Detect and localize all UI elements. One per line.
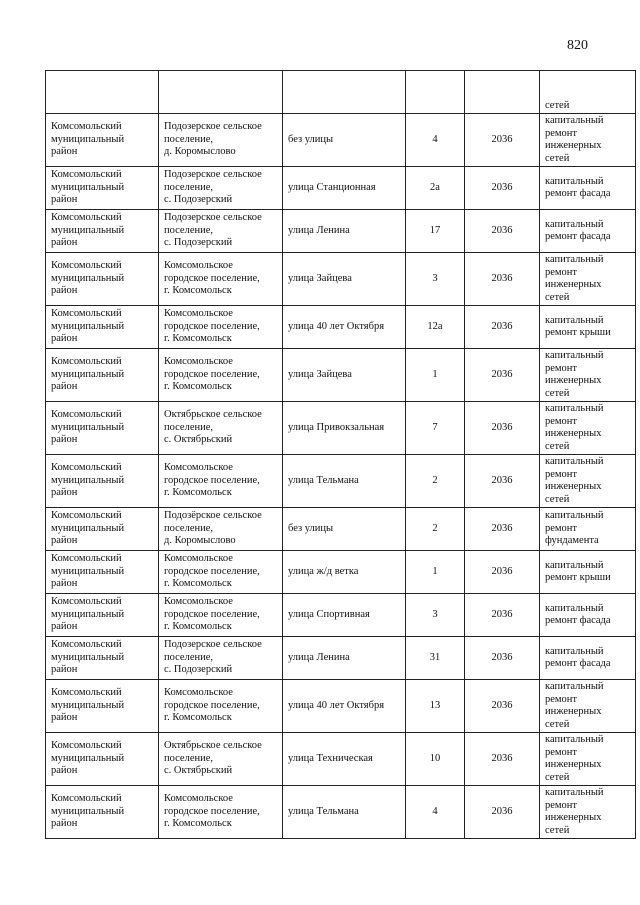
street-cell <box>283 253 406 306</box>
settlement-cell <box>159 210 283 253</box>
work-type-cell <box>540 786 636 839</box>
settlement-line: г. Комсомольск <box>164 621 232 633</box>
street-name: улица Зайцева <box>288 368 352 380</box>
table-row <box>46 402 636 455</box>
year-cell <box>465 594 540 637</box>
district-line: муниципальный <box>51 133 125 145</box>
settlement-line: городское поселение, <box>164 320 260 332</box>
table-row <box>46 733 636 786</box>
planned-year: 2036 <box>491 421 513 433</box>
table-row-continued <box>46 71 636 114</box>
street-name: улица 40 лет Октября <box>288 320 385 332</box>
street-cell <box>283 733 406 786</box>
table-row <box>46 508 636 551</box>
work-type-line: ремонт <box>545 468 578 480</box>
district-line: район <box>51 285 78 297</box>
house-number-cell <box>406 637 465 680</box>
district-line: Комсомольский <box>51 793 122 805</box>
district-line: Комсомольский <box>51 356 122 368</box>
district-line: район <box>51 578 78 590</box>
house-number: 13 <box>429 699 441 711</box>
district-line: муниципальный <box>51 474 125 486</box>
settlement-cell <box>159 637 283 680</box>
work-type-line: сетей <box>545 291 570 303</box>
table-row <box>46 594 636 637</box>
work-type-line: инженерных <box>545 428 602 439</box>
settlement-cell <box>159 594 283 637</box>
street-name: улица Ленина <box>288 651 350 663</box>
work-type-line: капитальный <box>545 787 604 798</box>
settlement-line: Комсомольское <box>164 596 233 608</box>
district-line: район <box>51 487 78 499</box>
house-number-cell <box>406 733 465 786</box>
settlement-line: Комсомольское <box>164 308 233 320</box>
year-cell <box>465 114 540 167</box>
settlement-line: Подозерское сельское <box>164 169 262 181</box>
work-type-cell <box>540 637 636 680</box>
settlement-line: г. Комсомольск <box>164 285 232 297</box>
work-type-line: инженерных <box>545 279 602 290</box>
work-type-line: ремонт крыши <box>545 327 611 338</box>
work-type-line: ремонт фасада <box>545 615 611 626</box>
settlement-line: г. Комсомольск <box>164 381 232 393</box>
work-type-line: сетей <box>545 99 570 111</box>
work-type-line: инженерных <box>545 706 602 717</box>
house-number: 12а <box>427 320 443 332</box>
district-line: Комсомольский <box>51 740 122 752</box>
district-line: район <box>51 194 78 206</box>
street-cell <box>283 210 406 253</box>
district-line: Комсомольский <box>51 639 122 651</box>
settlement-cell <box>159 508 283 551</box>
settlement-line: с. Подозерский <box>164 194 233 206</box>
house-number-cell <box>406 551 465 594</box>
work-type-line: ремонт фасада <box>545 231 611 242</box>
table-row <box>46 349 636 402</box>
district-line: район <box>51 237 78 249</box>
settlement-line: Подозерское сельское <box>164 212 262 224</box>
work-type-line: сетей <box>545 718 570 730</box>
street-cell <box>283 167 406 210</box>
district-line: муниципальный <box>51 181 125 193</box>
settlement-cell <box>159 349 283 402</box>
district-line: муниципальный <box>51 651 125 663</box>
work-type-line: ремонт <box>545 127 578 139</box>
settlement-line: Подозёрское сельское <box>164 510 262 522</box>
district-line: Комсомольский <box>51 212 122 224</box>
work-type-line: капитальный <box>545 175 604 187</box>
house-number-cell <box>406 114 465 167</box>
work-type-line: инженерных <box>545 481 602 492</box>
work-type-cell <box>540 455 636 508</box>
district-cell <box>46 594 159 637</box>
street-name: улица Привокзальная <box>288 421 385 433</box>
district-cell <box>46 210 159 253</box>
street-name: без улицы <box>288 522 334 534</box>
year-cell <box>465 210 540 253</box>
district-cell <box>46 253 159 306</box>
work-type-line: ремонт <box>545 522 578 534</box>
settlement-cell <box>159 551 283 594</box>
planned-year: 2036 <box>491 474 513 486</box>
street-name: улица Станционная <box>288 181 376 193</box>
district-line: район <box>51 664 78 676</box>
work-type-line: сетей <box>545 824 570 836</box>
page-number: 820 <box>567 38 588 53</box>
table-row <box>46 551 636 594</box>
street-cell <box>283 455 406 508</box>
work-type-line: инженерных <box>545 140 602 151</box>
work-type-line: ремонт <box>545 415 578 427</box>
table-row <box>46 210 636 253</box>
settlement-line: г. Комсомольск <box>164 818 232 830</box>
district-line: Комсомольский <box>51 409 122 421</box>
district-cell <box>46 402 159 455</box>
settlement-line: Комсомольское <box>164 462 233 474</box>
work-type-line: сетей <box>545 152 570 164</box>
settlement-line: Подозерское сельское <box>164 639 262 651</box>
table-row <box>46 786 636 839</box>
house-number: 1 <box>432 565 438 577</box>
table-row <box>46 680 636 733</box>
work-type-line: ремонт фасада <box>545 188 611 199</box>
year-cell <box>465 167 540 210</box>
planned-year: 2036 <box>491 133 513 145</box>
street-cell <box>283 71 406 114</box>
planned-year: 2036 <box>491 368 513 380</box>
house-number: 3 <box>432 272 438 284</box>
district-line: район <box>51 535 78 547</box>
district-line: район <box>51 333 78 345</box>
house-number-cell <box>406 71 465 114</box>
street-name: без улицы <box>288 133 334 145</box>
street-cell <box>283 508 406 551</box>
settlement-line: поселение, <box>164 522 214 534</box>
district-cell <box>46 167 159 210</box>
year-cell <box>465 551 540 594</box>
settlement-line: г. Комсомольск <box>164 333 232 345</box>
district-cell <box>46 680 159 733</box>
house-number-cell <box>406 680 465 733</box>
work-type-line: инженерных <box>545 812 602 823</box>
planned-year: 2036 <box>491 272 513 284</box>
district-cell <box>46 114 159 167</box>
settlement-line: поселение, <box>164 224 214 236</box>
street-cell <box>283 637 406 680</box>
work-type-line: капитальный <box>545 314 604 326</box>
work-type-cell <box>540 402 636 455</box>
settlement-cell <box>159 114 283 167</box>
district-cell <box>46 349 159 402</box>
street-name: улица Тельмана <box>288 474 359 486</box>
year-cell <box>465 349 540 402</box>
district-line: муниципальный <box>51 522 125 534</box>
work-type-line: капитальный <box>545 681 604 692</box>
settlement-line: городское поселение, <box>164 368 260 380</box>
settlement-cell <box>159 402 283 455</box>
settlement-cell <box>159 167 283 210</box>
settlement-line: Комсомольское <box>164 553 233 565</box>
district-cell <box>46 455 159 508</box>
settlement-line: Комсомольское <box>164 260 233 272</box>
house-number-cell <box>406 455 465 508</box>
settlement-line: городское поселение, <box>164 474 260 486</box>
settlement-line: г. Комсомольск <box>164 578 232 590</box>
street-cell <box>283 306 406 349</box>
planned-year: 2036 <box>491 608 513 620</box>
district-line: Комсомольский <box>51 596 122 608</box>
planned-year: 2036 <box>491 320 513 332</box>
settlement-line: поселение, <box>164 133 214 145</box>
planned-year: 2036 <box>491 651 513 663</box>
settlement-cell <box>159 455 283 508</box>
house-number-cell <box>406 594 465 637</box>
settlement-line: г. Комсомольск <box>164 712 232 724</box>
year-cell <box>465 455 540 508</box>
street-name: улица Техническая <box>288 752 373 764</box>
district-cell <box>46 637 159 680</box>
work-type-cell <box>540 680 636 733</box>
work-type-line: инженерных <box>545 759 602 770</box>
district-line: Комсомольский <box>51 308 122 320</box>
work-type-line: ремонт крыши <box>545 572 611 583</box>
house-number: 31 <box>429 651 441 663</box>
settlement-line: городское поселение, <box>164 608 260 620</box>
planned-year: 2036 <box>491 224 513 236</box>
house-number-cell <box>406 402 465 455</box>
work-type-line: капитальный <box>545 254 604 265</box>
district-line: район <box>51 434 78 446</box>
district-cell <box>46 306 159 349</box>
street-cell <box>283 349 406 402</box>
district-line: Комсомольский <box>51 553 122 565</box>
work-type-cell <box>540 210 636 253</box>
settlement-cell <box>159 253 283 306</box>
house-number-cell <box>406 167 465 210</box>
settlement-line: с. Октябрьский <box>164 434 233 446</box>
house-number: 17 <box>429 224 441 236</box>
district-line: муниципальный <box>51 224 125 236</box>
table-row <box>46 253 636 306</box>
work-type-cell <box>540 167 636 210</box>
house-number: 4 <box>432 133 438 145</box>
house-number-cell <box>406 210 465 253</box>
house-number-cell <box>406 349 465 402</box>
house-number-cell <box>406 508 465 551</box>
street-cell <box>283 786 406 839</box>
district-line: муниципальный <box>51 272 125 284</box>
year-cell <box>465 306 540 349</box>
work-type-cell <box>540 733 636 786</box>
settlement-cell <box>159 71 283 114</box>
work-type-cell <box>540 349 636 402</box>
house-number-cell <box>406 253 465 306</box>
year-cell <box>465 786 540 839</box>
settlement-cell <box>159 680 283 733</box>
street-name: улица ж/д ветка <box>288 565 359 577</box>
year-cell <box>465 402 540 455</box>
district-line: район <box>51 621 78 633</box>
year-cell <box>465 71 540 114</box>
settlement-line: поселение, <box>164 651 214 663</box>
district-line: район <box>51 712 78 724</box>
work-type-line: сетей <box>545 771 570 783</box>
settlement-line: с. Подозерский <box>164 237 233 249</box>
planned-year: 2036 <box>491 522 513 534</box>
district-line: муниципальный <box>51 699 125 711</box>
district-cell <box>46 733 159 786</box>
street-cell <box>283 594 406 637</box>
year-cell <box>465 637 540 680</box>
planned-year: 2036 <box>491 181 513 193</box>
settlement-line: с. Подозерский <box>164 664 233 676</box>
house-number: 2 <box>432 474 438 486</box>
planned-year: 2036 <box>491 565 513 577</box>
settlement-line: Октябрьское сельское <box>164 740 262 752</box>
house-number: 2а <box>430 181 440 193</box>
work-type-line: капитальный <box>545 559 604 571</box>
street-name: улица Ленина <box>288 224 350 236</box>
settlement-line: д. Коромыслово <box>164 535 236 547</box>
settlement-cell <box>159 733 283 786</box>
work-type-cell <box>540 508 636 551</box>
district-cell <box>46 508 159 551</box>
work-type-line: сетей <box>545 387 570 399</box>
work-type-line: сетей <box>545 493 570 505</box>
planned-year: 2036 <box>491 752 513 764</box>
district-cell <box>46 786 159 839</box>
district-line: Комсомольский <box>51 510 122 522</box>
house-number: 10 <box>429 752 441 764</box>
table-row <box>46 306 636 349</box>
settlement-cell <box>159 786 283 839</box>
work-type-line: капитальный <box>545 456 604 467</box>
work-type-line: ремонт фасада <box>545 658 611 669</box>
settlement-line: Октябрьское сельское <box>164 409 262 421</box>
district-line: Комсомольский <box>51 121 122 133</box>
house-number: 4 <box>432 805 438 817</box>
settlement-line: городское поселение, <box>164 699 260 711</box>
district-line: Комсомольский <box>51 462 122 474</box>
district-line: муниципальный <box>51 421 125 433</box>
table-row <box>46 637 636 680</box>
planned-year: 2036 <box>491 699 513 711</box>
work-type-cell <box>540 594 636 637</box>
street-name: улица Спортивная <box>288 608 370 620</box>
work-type-line: ремонт <box>545 746 578 758</box>
year-cell <box>465 680 540 733</box>
house-number: 7 <box>432 421 438 433</box>
district-line: муниципальный <box>51 368 125 380</box>
work-type-line: капитальный <box>545 734 604 745</box>
house-number-cell <box>406 306 465 349</box>
district-cell <box>46 551 159 594</box>
settlement-line: городское поселение, <box>164 805 260 817</box>
work-type-cell <box>540 114 636 167</box>
work-type-line: ремонт <box>545 693 578 705</box>
work-type-line: ремонт <box>545 362 578 374</box>
work-type-line: капитальный <box>545 403 604 414</box>
registry-table-body <box>46 71 636 839</box>
settlement-line: Комсомольское <box>164 793 233 805</box>
street-name: улица 40 лет Октября <box>288 699 385 711</box>
table-row <box>46 167 636 210</box>
work-type-line: сетей <box>545 440 570 452</box>
settlement-line: д. Коромыслово <box>164 146 236 158</box>
house-number-cell <box>406 786 465 839</box>
work-type-cell <box>540 551 636 594</box>
work-type-line: капитальный <box>545 115 604 126</box>
settlement-cell <box>159 306 283 349</box>
settlement-line: городское поселение, <box>164 565 260 577</box>
settlement-line: Подозерское сельское <box>164 121 262 133</box>
settlement-line: с. Октябрьский <box>164 765 233 777</box>
work-type-line: капитальный <box>545 350 604 361</box>
table-row <box>46 114 636 167</box>
year-cell <box>465 253 540 306</box>
district-line: муниципальный <box>51 608 125 620</box>
settlement-line: г. Комсомольск <box>164 487 232 499</box>
district-line: район <box>51 818 78 830</box>
work-type-line: ремонт <box>545 799 578 811</box>
settlement-line: поселение, <box>164 752 214 764</box>
table-row <box>46 455 636 508</box>
district-cell <box>46 71 159 114</box>
settlement-line: поселение, <box>164 421 214 433</box>
work-type-line: капитальный <box>545 645 604 657</box>
year-cell <box>465 733 540 786</box>
house-number: 2 <box>432 522 438 534</box>
district-line: район <box>51 381 78 393</box>
year-cell <box>465 508 540 551</box>
street-cell <box>283 680 406 733</box>
settlement-line: Комсомольское <box>164 687 233 699</box>
work-type-line: капитальный <box>545 218 604 230</box>
settlement-line: Комсомольское <box>164 356 233 368</box>
work-type-line: фундамента <box>545 535 599 547</box>
work-type-line: капитальный <box>545 602 604 614</box>
district-line: Комсомольский <box>51 687 122 699</box>
work-type-cell <box>540 71 636 114</box>
district-line: Комсомольский <box>51 260 122 272</box>
district-line: муниципальный <box>51 752 125 764</box>
district-line: район <box>51 146 78 158</box>
planned-year: 2036 <box>491 805 513 817</box>
work-type-line: инженерных <box>545 375 602 386</box>
street-name: улица Зайцева <box>288 272 352 284</box>
registry-table <box>45 70 636 839</box>
district-line: район <box>51 765 78 777</box>
work-type-cell <box>540 306 636 349</box>
street-name: улица Тельмана <box>288 805 359 817</box>
district-line: муниципальный <box>51 320 125 332</box>
district-line: Комсомольский <box>51 169 122 181</box>
street-cell <box>283 402 406 455</box>
work-type-cell <box>540 253 636 306</box>
settlement-line: поселение, <box>164 181 214 193</box>
work-type-line: капитальный <box>545 510 604 522</box>
district-line: муниципальный <box>51 805 125 817</box>
work-type-line: ремонт <box>545 266 578 278</box>
street-cell <box>283 551 406 594</box>
settlement-line: городское поселение, <box>164 272 260 284</box>
street-cell <box>283 114 406 167</box>
house-number: 3 <box>432 608 438 620</box>
house-number: 1 <box>432 368 438 380</box>
district-line: муниципальный <box>51 565 125 577</box>
